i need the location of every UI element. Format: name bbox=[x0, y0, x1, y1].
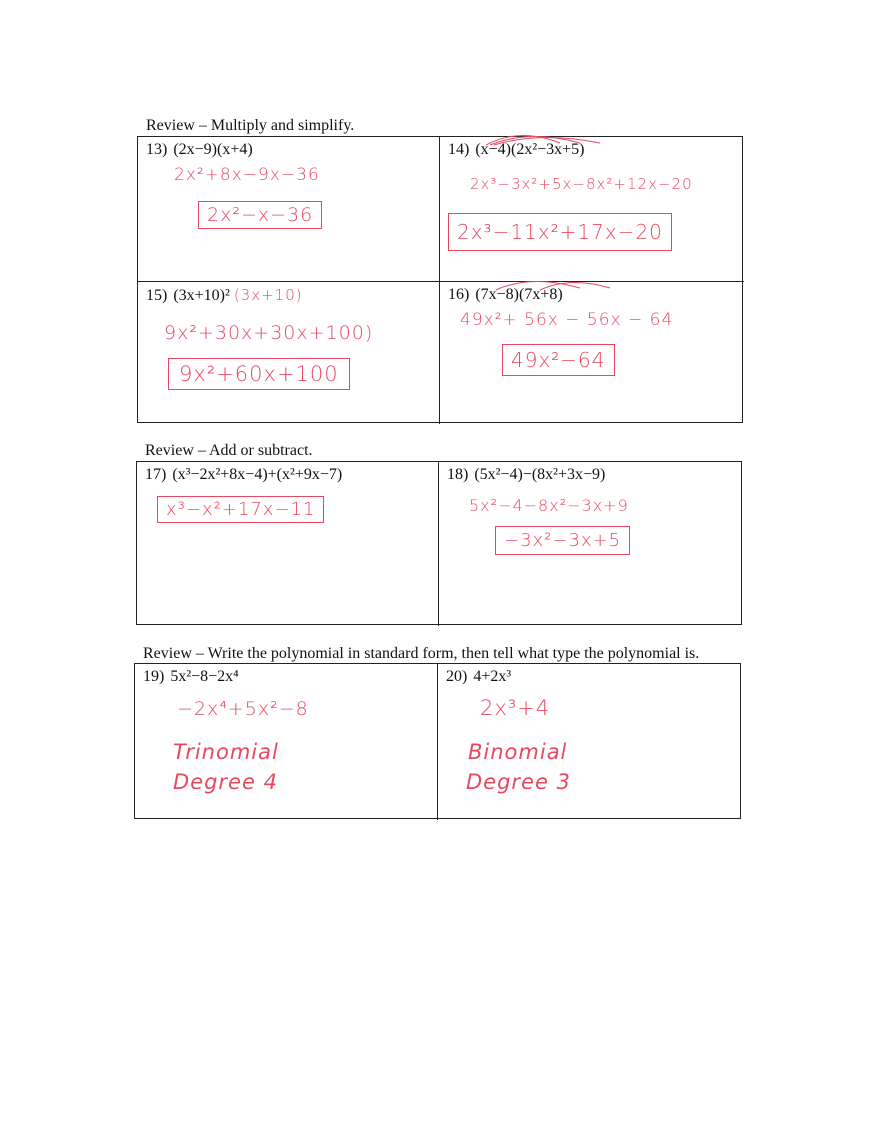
boxed-answer: 2x²−x−36 bbox=[198, 201, 322, 229]
handwritten-work: 9x²+30x+30x+100) bbox=[164, 322, 374, 344]
add-subtract-grid bbox=[136, 461, 742, 625]
problem-20 bbox=[437, 664, 742, 820]
handwritten-answer: 2x³+4 bbox=[480, 696, 551, 720]
problem-expression: (7x−8)(7x+8) bbox=[475, 286, 563, 303]
polynomial-degree: Degree 3 bbox=[466, 770, 571, 794]
handwritten-work: 2x²+8x−9x−36 bbox=[174, 165, 320, 185]
handwritten-work: 5x²−4−8x²−3x+9 bbox=[469, 496, 629, 515]
handwritten-work: 49x²+ 56x − 56x − 64 bbox=[460, 310, 674, 330]
problem-expression: (x³−2x²+8x−4)+(x²+9x−7) bbox=[172, 466, 343, 483]
problem-number: 16) bbox=[448, 286, 470, 303]
standard-form-grid bbox=[134, 663, 741, 819]
section-heading-add-subtract: Review – Add or subtract. bbox=[145, 442, 313, 459]
problem-13 bbox=[138, 137, 439, 281]
boxed-answer: −3x²−3x+5 bbox=[495, 526, 630, 555]
problem-expression: (5x²−4)−(8x²+3x−9) bbox=[474, 466, 606, 483]
problem-16 bbox=[439, 281, 744, 424]
handwritten-inline-factor: (3x+10) bbox=[233, 286, 303, 304]
problem-expression: 5x²−8−2x⁴ bbox=[170, 668, 239, 685]
boxed-answer: 49x²−64 bbox=[502, 344, 615, 376]
problem-17 bbox=[137, 462, 438, 626]
problem-expression: (x−4)(2x²−3x+5) bbox=[475, 141, 585, 158]
problem-number: 20) bbox=[446, 668, 468, 685]
boxed-answer: 9x²+60x+100 bbox=[168, 358, 350, 390]
polynomial-type: Binomial bbox=[468, 740, 568, 764]
problem-expression: (3x+10)² bbox=[173, 287, 230, 304]
multiply-grid bbox=[137, 136, 743, 423]
polynomial-type: Trinomial bbox=[173, 740, 279, 764]
handwritten-work: 2x³−3x²+5x−8x²+12x−20 bbox=[470, 175, 693, 193]
section-heading-standard-form: Review – Write the polynomial in standard form, then tell what type the polynomial is. bbox=[143, 645, 700, 662]
problem-number: 18) bbox=[447, 466, 469, 483]
problem-number: 17) bbox=[145, 466, 167, 483]
problem-number: 14) bbox=[448, 141, 470, 158]
problem-19 bbox=[135, 664, 437, 820]
polynomial-degree: Degree 4 bbox=[173, 770, 278, 794]
problem-number: 19) bbox=[143, 668, 165, 685]
problem-number: 15) bbox=[146, 287, 168, 304]
problem-expression: (2x−9)(x+4) bbox=[173, 141, 253, 158]
boxed-answer: x³−x²+17x−11 bbox=[157, 496, 324, 523]
problem-number: 13) bbox=[146, 141, 168, 158]
section-heading-multiply: Review – Multiply and simplify. bbox=[146, 117, 355, 134]
problem-14 bbox=[439, 137, 744, 281]
problem-15 bbox=[138, 281, 439, 424]
problem-expression: 4+2x³ bbox=[473, 668, 512, 685]
problem-18 bbox=[438, 462, 743, 626]
boxed-answer: 2x³−11x²+17x−20 bbox=[448, 213, 672, 251]
handwritten-answer: −2x⁴+5x²−8 bbox=[177, 698, 309, 720]
